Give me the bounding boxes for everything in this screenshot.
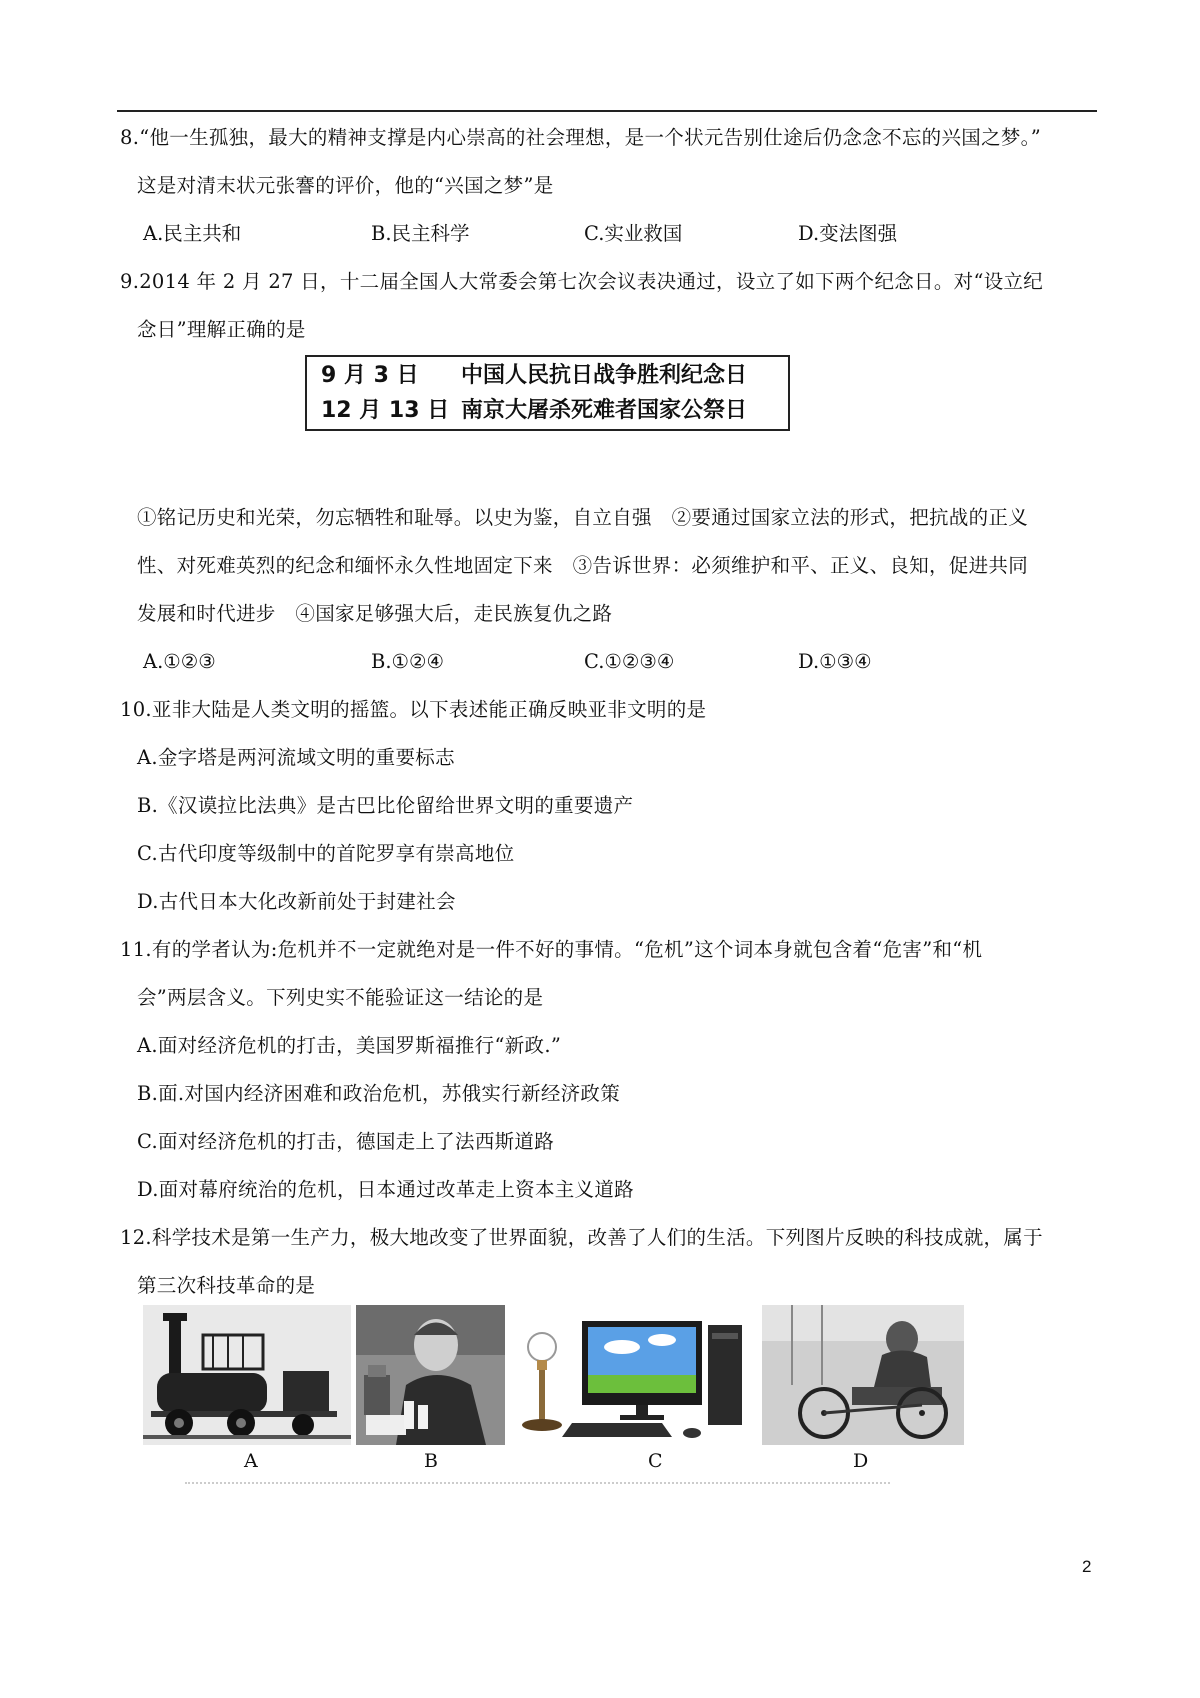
q12-stem-line1: 12.科学技术是第一生产力，极大地改变了世界面貌，改善了人们的生活。下列图片反映的科技成就，属于 <box>120 1226 1043 1249</box>
q8-option-a: A.民主共和 <box>143 222 242 245</box>
q10-option-d: D.古代日本大化改新前处于封建社会 <box>137 890 456 913</box>
q9-stem-line2: 念日”理解正确的是 <box>137 318 306 341</box>
header-rule <box>117 110 1097 112</box>
page-number: 2 <box>1082 1557 1092 1576</box>
q9-statement-line2: 性、对死难英烈的纪念和缅怀永久性地固定下来 ③告诉世界：必须维护和平、正义、良知，促进共同 <box>137 554 1029 577</box>
figure-c-caption: C <box>648 1450 663 1472</box>
q9-option-a: A.①②③ <box>143 650 216 673</box>
q12-stem-line2: 第三次科技革命的是 <box>137 1274 316 1297</box>
q9-option-c: C.①②③④ <box>584 650 675 673</box>
q8-option-d: D.变法图强 <box>798 222 898 245</box>
figure-d-early-automobile <box>762 1305 964 1445</box>
q11-stem-line2: 会”两层含义。下列史实不能验证这一结论的是 <box>137 986 544 1009</box>
figure-c-bulb-and-computer <box>512 1305 754 1445</box>
q9-option-d: D.①③④ <box>798 650 872 673</box>
q9-stem-line1: 9.2014 年 2 月 27 日，十二届全国人大常委会第七次会议表决通过，设立了如下两个纪念日。对“设立纪 <box>120 270 1044 293</box>
figure-b-caption: B <box>424 1450 438 1472</box>
q8-stem-line2: 这是对清末状元张謇的评价，他的“兴国之梦”是 <box>137 174 554 197</box>
memorial-date: 9 月 3 日 <box>321 363 419 388</box>
figure-b-edison-photo <box>356 1305 505 1445</box>
q10-option-c: C.古代印度等级制中的首陀罗享有崇高地位 <box>137 842 515 865</box>
memorial-name: 中国人民抗日战争胜利纪念日 <box>461 363 748 388</box>
q9-option-b: B.①②④ <box>371 650 444 673</box>
dotted-separator <box>185 1482 890 1484</box>
q11-stem-line1: 11.有的学者认为:危机并不一定就绝对是一件不好的事情。“危机”这个词本身就包含着“危害”和“机 <box>120 938 983 961</box>
q10-option-b: B.《汉谟拉比法典》是古巴比伦留给世界文明的重要遗产 <box>137 794 634 817</box>
q10-option-a: A.金字塔是两河流域文明的重要标志 <box>137 746 455 769</box>
memorial-date: 12 月 13 日 <box>321 398 450 423</box>
q11-option-b: B.面.对国内经济困难和政治危机，苏俄实行新经济政策 <box>137 1082 621 1105</box>
memorial-name: 南京大屠杀死难者国家公祭日 <box>461 398 748 423</box>
q10-stem: 10.亚非大陆是人类文明的摇篮。以下表述能正确反映亚非文明的是 <box>120 698 707 721</box>
q9-statement-line3: 发展和时代进步 ④国家足够强大后，走民族复仇之路 <box>137 602 613 625</box>
figure-a-steam-locomotive <box>143 1305 351 1445</box>
figure-a-caption: A <box>244 1450 258 1472</box>
q11-option-c: C.面对经济危机的打击，德国走上了法西斯道路 <box>137 1130 555 1153</box>
q8-option-b: B.民主科学 <box>371 222 470 245</box>
q8-stem-line1: 8.“他一生孤独，最大的精神支撑是内心崇高的社会理想，是一个状元告别仕途后仍念念不忘的兴国之梦。” <box>120 126 1041 149</box>
memorial-days-box <box>305 355 790 431</box>
q11-option-d: D.面对幕府统治的危机，日本通过改革走上资本主义道路 <box>137 1178 634 1201</box>
q9-statement-line1: ①铭记历史和光荣，勿忘牺牲和耻辱。以史为鉴，自立自强 ②要通过国家立法的形式，把抗战的正义 <box>137 506 1029 529</box>
q11-option-a: A.面对经济危机的打击，美国罗斯福推行“新政.” <box>137 1034 562 1057</box>
q8-option-c: C.实业救国 <box>584 222 683 245</box>
figure-d-caption: D <box>853 1450 869 1472</box>
